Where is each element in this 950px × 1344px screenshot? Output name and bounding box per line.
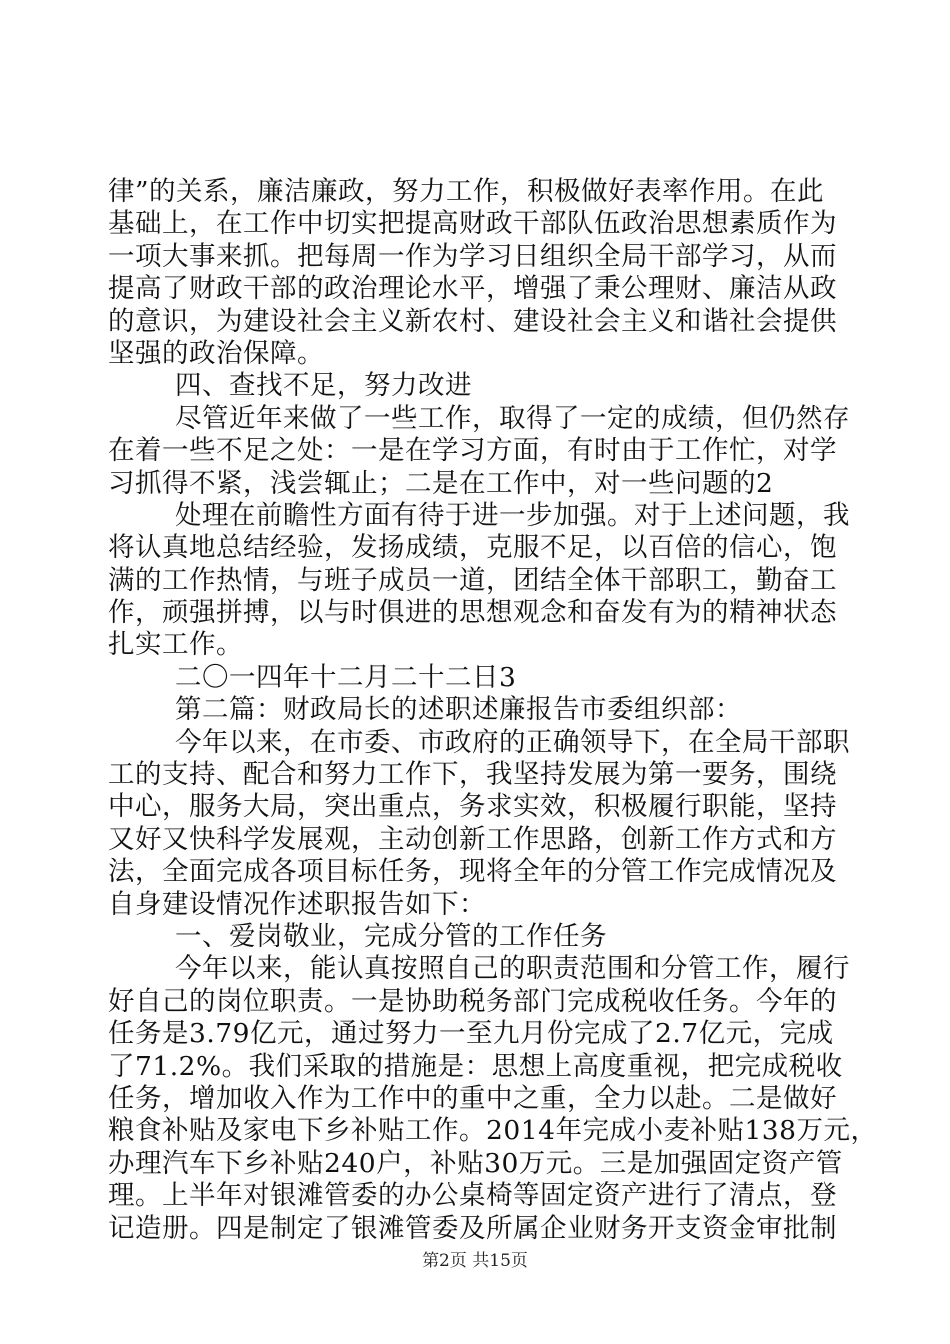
text-line: 将认真地总结经验，发扬成绩，克服不足，以百倍的信心，饱 — [108, 532, 837, 564]
text-line: 今年以来，能认真按照自己的职责范围和分管工作，履行 — [175, 953, 850, 985]
date-line: 二〇一四年十二月二十二日3 — [175, 661, 517, 693]
text-line: 法，全面完成各项目标任务，现将全年的分管工作完成情况及 — [108, 856, 837, 888]
text-line: 好自己的岗位职责。一是协助税务部门完成税收任务。今年的 — [108, 985, 837, 1017]
text-line: 办理汽车下乡补贴240户，补贴30万元。三是加强固定资产管 — [108, 1147, 843, 1179]
section-title: 第二篇：财政局长的述职述廉报告市委组织部： — [175, 694, 742, 726]
text-line: 中心，服务大局，突出重点，务求实效，积极履行职能，坚持 — [108, 791, 837, 823]
text-line: 了71.2%。我们采取的措施是：思想上高度重视，把完成税收 — [108, 1050, 843, 1082]
text-line: 理。上半年对银滩管委的办公桌椅等固定资产进行了清点，登 — [108, 1180, 837, 1212]
text-line: 律”的关系，廉洁廉政，努力工作，积极做好表率作用。在此 — [108, 176, 825, 207]
text-line: 又好又快科学发展观，主动创新工作思路，创新工作方式和方 — [108, 823, 837, 855]
text-line: 在着一些不足之处：一是在学习方面，有时由于工作忙，对学 — [108, 435, 837, 467]
text-line: 扎实工作。 — [108, 629, 243, 661]
document-body — [108, 176, 878, 1245]
text-line: 尽管近年来做了一些工作，取得了一定的成绩，但仍然存 — [175, 402, 850, 434]
text-line: 一项大事来抓。把每周一作为学习日组织全局干部学习，从而 — [108, 240, 837, 272]
section-heading: 四、查找不足，努力改进 — [175, 370, 472, 402]
text-line: 提高了财政干部的政治理论水平，增强了秉公理财、廉洁从政 — [108, 273, 837, 305]
text-line: 粮食补贴及家电下乡补贴工作。2014年完成小麦补贴138万元， — [108, 1115, 878, 1147]
page-footer: 第2页 共15页 — [422, 1251, 528, 1271]
text-line: 记造册。四是制定了银滩管委及所属企业财务开支资金审批制 — [108, 1212, 837, 1244]
text-line: 习抓得不紧，浅尝辄止；二是在工作中，对一些问题的2 — [108, 467, 774, 499]
text-line: 处理在前瞻性方面有待于进一步加强。对于上述问题，我 — [175, 499, 850, 531]
text-line: 作，顽强拼搏，以与时俱进的思想观念和奋发有为的精神状态 — [108, 597, 837, 629]
text-line: 今年以来，在市委、市政府的正确领导下，在全局干部职 — [175, 726, 850, 758]
text-line: 满的工作热情，与班子成员一道，团结全体干部职工，勤奋工 — [108, 564, 837, 596]
text-line: 基础上，在工作中切实把提高财政干部队伍政治思想素质作为 — [108, 208, 837, 240]
text-line: 自身建设情况作述职报告如下： — [108, 888, 486, 920]
text-line: 工的支持、配合和努力工作下，我坚持发展为第一要务，围绕 — [108, 759, 837, 791]
text-line: 坚强的政治保障。 — [108, 337, 324, 369]
text-line: 的意识，为建设社会主义新农村、建设社会主义和谐社会提供 — [108, 305, 837, 337]
text-line: 任务，增加收入作为工作中的重中之重，全力以赴。二是做好 — [108, 1082, 837, 1114]
section-heading: 一、爱岗敬业，完成分管的工作任务 — [175, 920, 607, 952]
text-line: 任务是3.79亿元，通过努力一至九月份完成了2.7亿元，完成 — [108, 1018, 834, 1050]
